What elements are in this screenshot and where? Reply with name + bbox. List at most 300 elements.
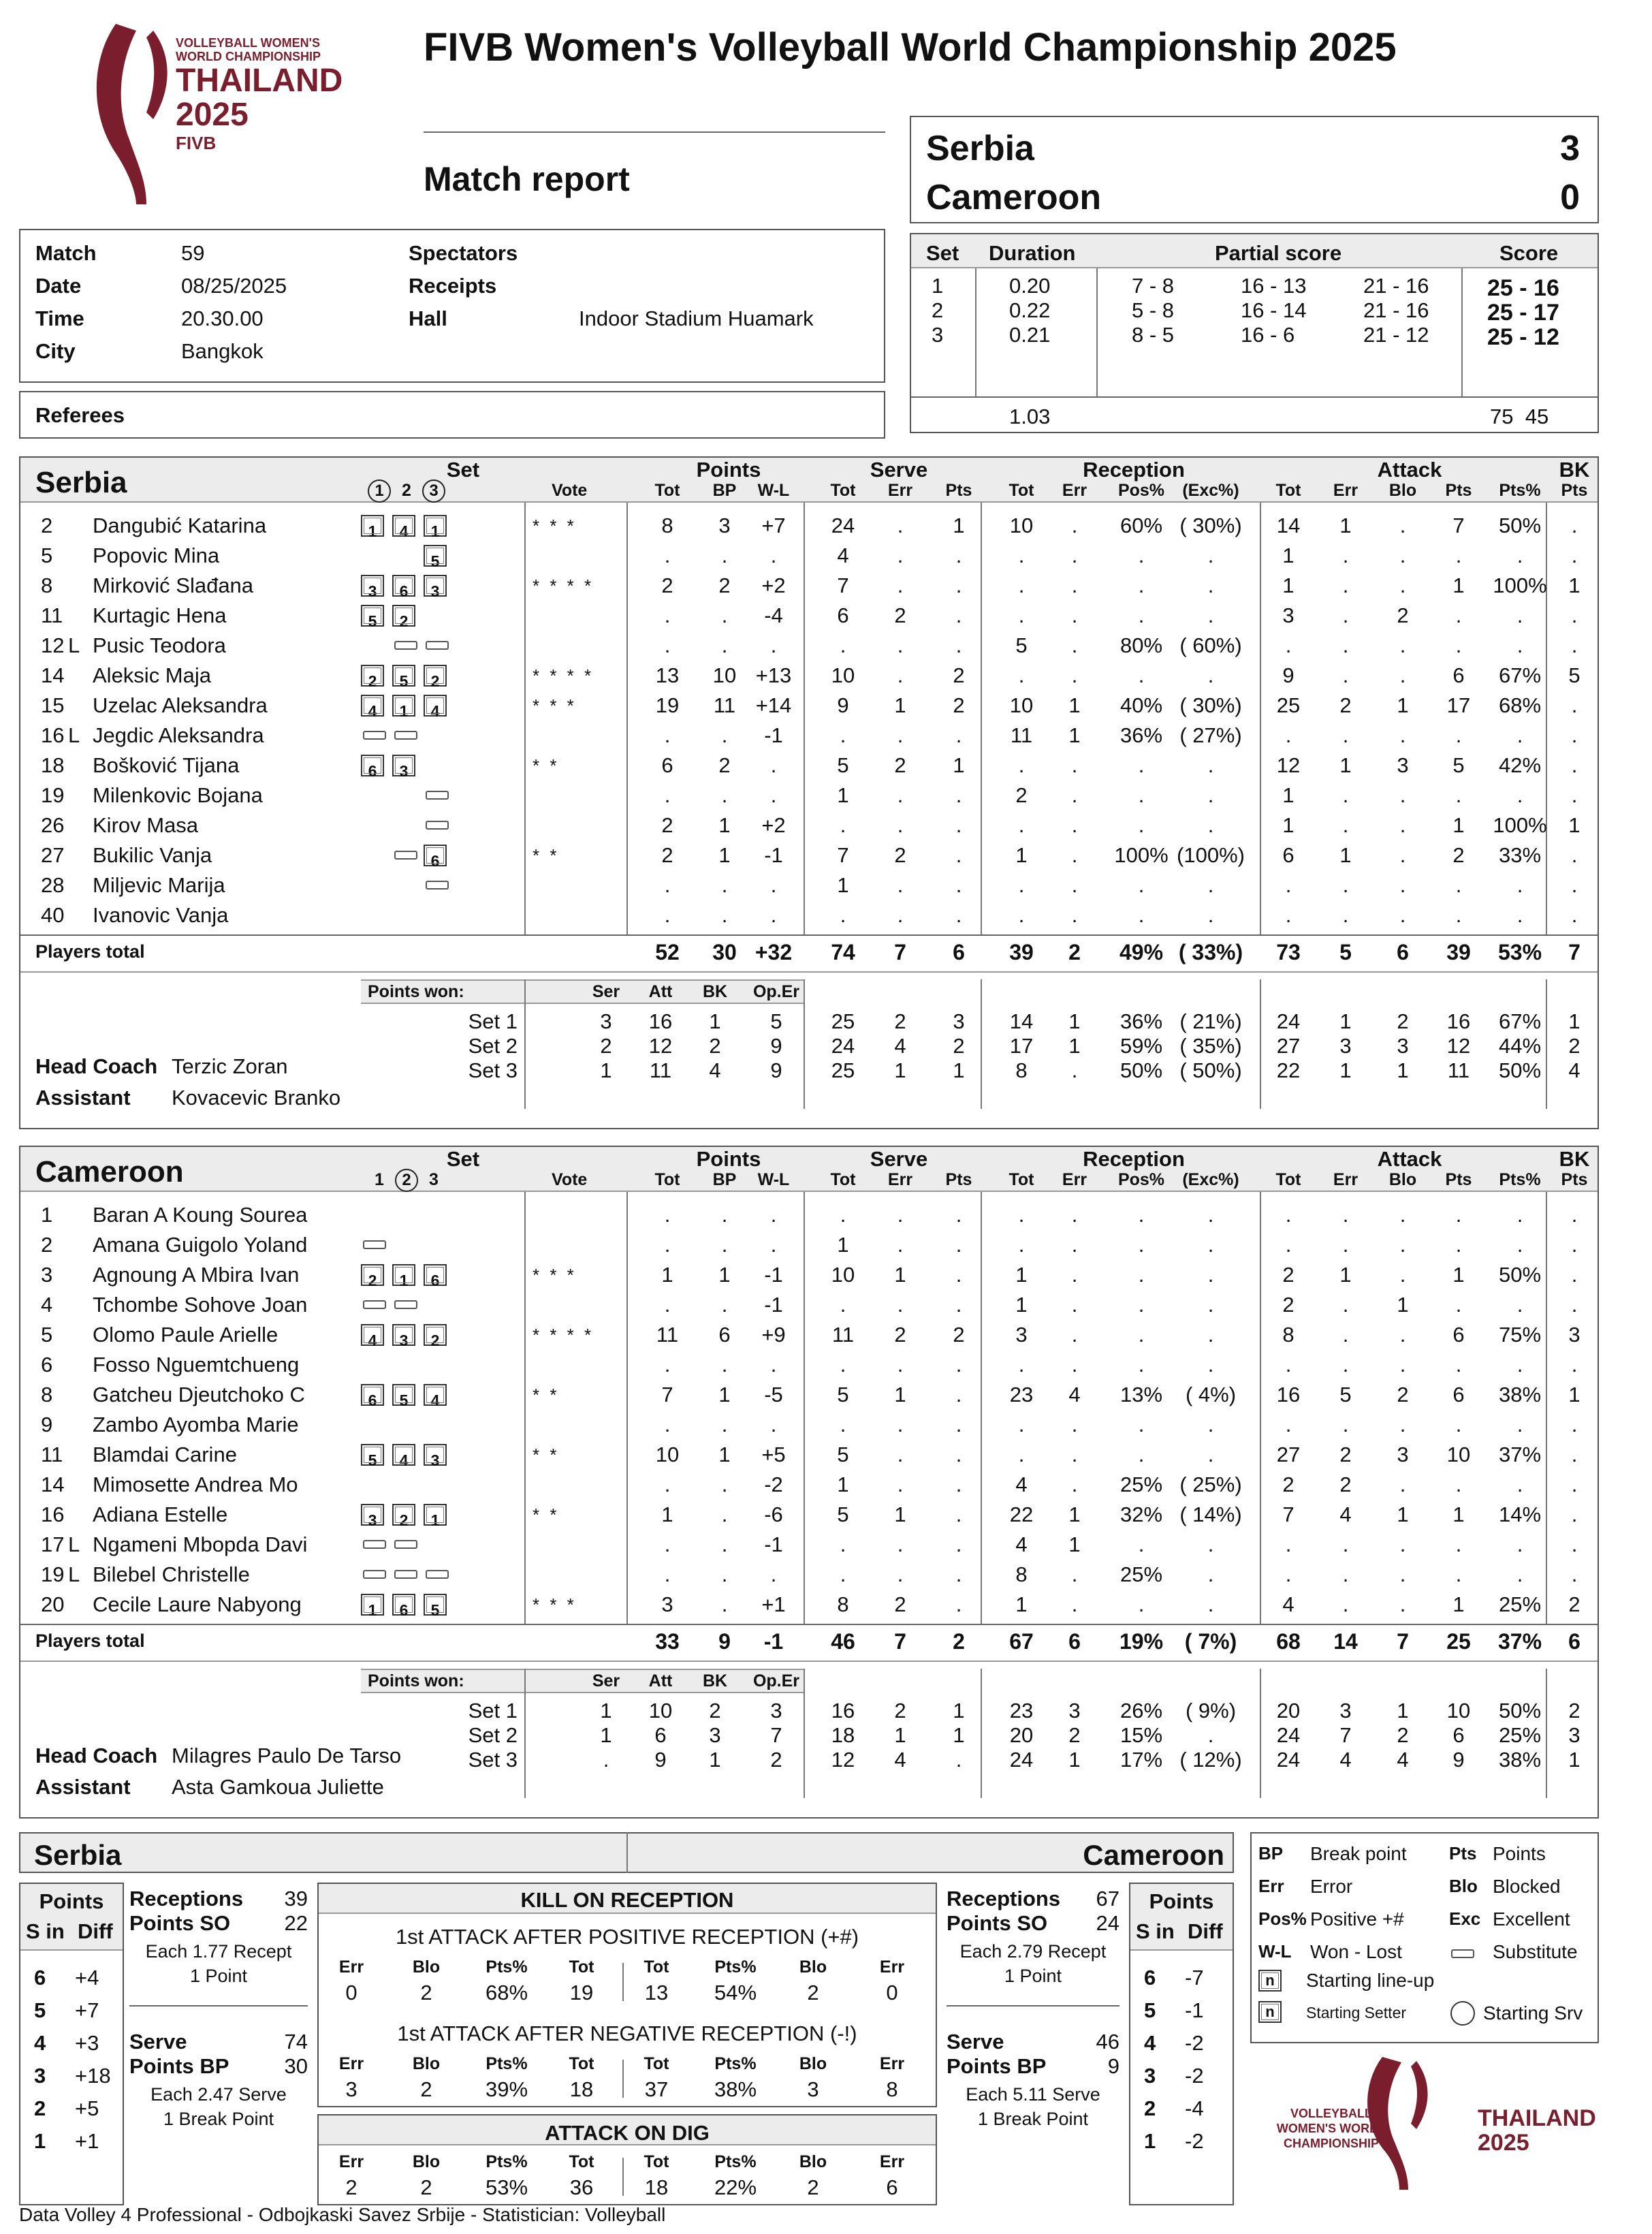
stat-r3: . (1207, 1413, 1214, 1436)
stat-r2: 25% (1119, 1562, 1163, 1586)
legend-abbr: Blo (1449, 1876, 1478, 1896)
summary-home-team: Serbia (34, 1839, 122, 1871)
pw-header: Att (648, 982, 673, 1001)
stat-a0: 6 (1282, 843, 1294, 867)
set-r3: . (1207, 1723, 1214, 1747)
set-a1: 1 (1339, 1058, 1352, 1082)
legend-desc: Substitute (1493, 1941, 1578, 1962)
rotation-diff: +5 (75, 2096, 99, 2120)
stat-p2: . (770, 1233, 777, 1257)
stat-a4: . (1516, 1532, 1523, 1556)
stat-p1: 1 (718, 843, 731, 867)
head-coach: Milagres Paulo De Tarso (172, 1744, 402, 1767)
stat-p2: . (770, 633, 777, 657)
stat-bk: . (1571, 903, 1578, 927)
stat-r1: . (1071, 1413, 1078, 1436)
stat-a0: 25 (1276, 693, 1301, 717)
player-number: 15 (41, 693, 65, 717)
player-number: 19 (41, 783, 65, 807)
kill-value: 2 (345, 2175, 358, 2199)
set-position: 3 (361, 1504, 384, 1526)
player-vote: * * (533, 1385, 560, 1405)
pw-value: 1 (600, 1058, 612, 1082)
set-r1: 2 (1068, 1723, 1081, 1747)
away-points-bp: 9 (1107, 2054, 1119, 2078)
player-name: Kirov Masa (93, 813, 199, 837)
set-num-2: 2 (395, 1169, 418, 1192)
stat-p2: -1 (764, 1293, 783, 1317)
set-s1: 4 (894, 1034, 906, 1058)
player-row (20, 1560, 1598, 1590)
stat-r3: . (1207, 1263, 1214, 1287)
away-diff: Diff (1188, 1919, 1223, 1943)
pw-value: 2 (709, 1034, 721, 1058)
set-a1: 7 (1339, 1723, 1352, 1747)
stat-s0: 5 (837, 1503, 849, 1526)
stat-p1: . (721, 903, 728, 927)
stat-p1: 1 (718, 1443, 731, 1466)
stat-a1: . (1342, 663, 1349, 687)
player-vote: * * (533, 845, 560, 866)
stat-r1: . (1071, 903, 1078, 927)
points-header: Points (696, 458, 761, 482)
total-duration: 1.03 (1009, 405, 1051, 428)
stat-r3: . (1207, 753, 1214, 777)
player-row (20, 601, 1598, 631)
stat-r0: 8 (1015, 1562, 1028, 1586)
logo-fivb: FIVB (176, 133, 217, 153)
player-number: 26 (41, 813, 65, 837)
set-bk: 2 (1568, 1699, 1580, 1722)
player-name: Kurtagic Hena (93, 603, 227, 627)
set-score: 25 - 12 (1487, 324, 1559, 350)
stat-p2: . (770, 1562, 777, 1586)
stat-s2: . (955, 1532, 962, 1556)
stat-a3: 6 (1452, 1323, 1465, 1347)
player-name: Zambo Ayomba Marie (93, 1413, 299, 1436)
home-one-bp: 1 Break Point (163, 2109, 274, 2129)
attack-header: Attack (1377, 458, 1442, 482)
stat-p1: 1 (718, 1263, 731, 1287)
set-row-label: Set 3 (468, 1748, 518, 1772)
legend-starting: Starting line-up (1306, 1970, 1435, 1991)
set-num-1: 1 (368, 479, 391, 503)
stat-r1: 1 (1068, 693, 1081, 717)
away-sets-won: 0 (1560, 178, 1580, 217)
stat-a4: 68% (1498, 693, 1542, 717)
total-p0: 33 (655, 1629, 680, 1654)
col-pts: Pts (1445, 481, 1472, 500)
player-row (20, 661, 1598, 691)
stat-bk: . (1571, 1293, 1578, 1317)
stat-p1: . (721, 1532, 728, 1556)
team-block-cameroon (19, 1146, 1599, 1819)
spectators-label: Spectators (409, 241, 518, 265)
col-wl: W-L (757, 1170, 790, 1189)
stat-r2: . (1138, 1413, 1145, 1436)
pw-header: Att (648, 1671, 673, 1690)
totals-divider (20, 934, 1598, 936)
stat-p0: . (664, 1562, 671, 1586)
player-vote: * * * * (533, 1325, 594, 1345)
set-a0: 24 (1276, 1748, 1301, 1772)
stat-p0: . (664, 783, 671, 807)
stat-bk: . (1571, 873, 1578, 897)
stat-p2: -2 (764, 1473, 783, 1496)
player-number: 9 (41, 1413, 53, 1436)
stat-r1: . (1071, 514, 1078, 537)
stat-s2: . (955, 1503, 962, 1526)
set-position: 4 (361, 695, 384, 717)
total-a0: 68 (1276, 1629, 1301, 1654)
stat-s0: . (840, 1203, 846, 1227)
stat-r2: . (1138, 663, 1145, 687)
totals-bottom-line (20, 971, 1598, 973)
stat-a4: . (1516, 723, 1523, 747)
set-r0: 20 (1009, 1723, 1034, 1747)
pw-value: 3 (600, 1009, 612, 1033)
stat-a1: 1 (1339, 514, 1352, 537)
stat-r1: . (1071, 663, 1078, 687)
stat-r3: . (1207, 1233, 1214, 1257)
stat-bk: . (1571, 1353, 1578, 1376)
stat-s2: . (955, 1233, 962, 1257)
stat-r1: . (1071, 1443, 1078, 1466)
substitute-icon (426, 641, 449, 650)
set-a0: 27 (1276, 1034, 1301, 1058)
stat-s0: . (840, 813, 846, 837)
player-row (20, 1380, 1598, 1410)
set-number: 1 (932, 274, 944, 298)
set-position: 1 (361, 1594, 384, 1616)
set-bk: 2 (1568, 1034, 1580, 1058)
set-a2: 2 (1397, 1723, 1409, 1747)
total-r2: 49% (1119, 940, 1164, 964)
kill-header: Tot (569, 2054, 594, 2073)
stat-a1: . (1342, 903, 1349, 927)
player-row (20, 1470, 1598, 1500)
kill-header: Tot (569, 2152, 594, 2171)
set-number: 3 (932, 323, 944, 347)
set-score: 25 - 17 (1487, 300, 1559, 326)
stat-r3: . (1207, 573, 1214, 597)
stat-a4: . (1516, 1413, 1523, 1436)
match-number: 59 (181, 241, 205, 265)
stat-s0: . (840, 1353, 846, 1376)
stat-a0: 12 (1276, 753, 1301, 777)
home-one-point: 1 Point (189, 1966, 248, 1986)
rotation-diff: -4 (1185, 2096, 1204, 2120)
total-a0: 73 (1276, 940, 1301, 964)
rotation-number: 6 (34, 1966, 46, 1989)
kill-header: Pts% (486, 1957, 528, 1977)
col-exc: (Exc%) (1182, 481, 1239, 500)
stat-p0: . (664, 633, 671, 657)
kill-header: Pts% (714, 1957, 757, 1977)
match-time: 20.30.00 (181, 306, 264, 330)
stat-bk: . (1571, 843, 1578, 867)
stat-r2: . (1138, 573, 1145, 597)
stat-r0: 2 (1015, 783, 1028, 807)
stat-p2: +1 (761, 1592, 786, 1616)
home-sets-won: 3 (1560, 129, 1580, 168)
player-name: Blamdai Carine (93, 1443, 237, 1466)
kill-value: 13 (644, 1981, 669, 2004)
player-number: 5 (41, 1323, 53, 1347)
away-points-so-label: Points SO (947, 1911, 1048, 1935)
totals-bottom-line (20, 1661, 1598, 1662)
vote-header: Vote (552, 1170, 588, 1189)
total-bk: 6 (1568, 1629, 1580, 1654)
set-a2: 1 (1397, 1699, 1409, 1722)
player-row (20, 1350, 1598, 1380)
stat-s1: 1 (894, 1383, 906, 1406)
stat-a1: . (1342, 1413, 1349, 1436)
stat-a1: . (1342, 603, 1349, 627)
player-number: 5 (41, 544, 53, 567)
player-row (20, 870, 1598, 900)
kill-value: 19 (569, 1981, 594, 2004)
stat-a3: 1 (1452, 813, 1465, 837)
serve-header: Serve (870, 458, 928, 482)
stat-a3: 10 (1446, 1443, 1471, 1466)
col-tot: Tot (1008, 1170, 1034, 1189)
stat-r1: . (1071, 1203, 1078, 1227)
player-name: Bošković Tijana (93, 753, 240, 777)
set-position: 6 (361, 1384, 384, 1406)
player-row (20, 631, 1598, 661)
stat-s1: . (897, 514, 904, 537)
stat-r2: . (1138, 873, 1145, 897)
stat-a1: 2 (1339, 1443, 1352, 1466)
stat-r2: 32% (1119, 1503, 1163, 1526)
stat-s2: . (955, 843, 962, 867)
stat-s1: . (897, 1562, 904, 1586)
col-tot: Tot (1008, 481, 1034, 500)
stat-s0: . (840, 1562, 846, 1586)
stat-r3: ( 4%) (1185, 1383, 1237, 1406)
set-a3: 16 (1446, 1009, 1471, 1033)
total-r0: 67 (1009, 1629, 1034, 1654)
match-city: Bangkok (181, 339, 264, 363)
player-number: 17 (41, 1532, 65, 1556)
set-r2: 26% (1119, 1699, 1163, 1722)
stat-a0: . (1285, 1532, 1292, 1556)
player-name: Mirković Slađana (93, 573, 254, 597)
stat-r0: . (1018, 1203, 1025, 1227)
set-number: 2 (932, 298, 944, 322)
stat-a2: . (1399, 1592, 1406, 1616)
stat-s2: . (955, 1473, 962, 1496)
col-err: Err (1062, 1170, 1087, 1189)
away-one-bp: 1 Break Point (977, 2109, 1089, 2129)
column-divider (524, 979, 526, 1109)
stat-s1: 2 (894, 1592, 906, 1616)
stat-a2: 3 (1397, 1443, 1409, 1466)
substitute-icon (363, 1540, 386, 1549)
stat-s0: 7 (837, 573, 849, 597)
total-a2: 7 (1397, 1629, 1409, 1654)
col-err: Err (887, 481, 913, 500)
pw-value: 3 (709, 1723, 721, 1747)
stat-r1: 4 (1068, 1383, 1081, 1406)
rotation-diff: +1 (75, 2129, 99, 2153)
stat-s1: . (897, 723, 904, 747)
set-s2: 1 (953, 1058, 965, 1082)
player-row (20, 571, 1598, 601)
stat-a4: . (1516, 873, 1523, 897)
kill-value: 2 (807, 2175, 819, 2199)
pos-attack-title: 1st ATTACK AFTER POSITIVE RECEPTION (+#) (395, 1925, 859, 1949)
set-r1: 3 (1068, 1699, 1081, 1722)
total-p1: 30 (712, 940, 737, 964)
stat-a0: 7 (1282, 1503, 1294, 1526)
kill-value: 53% (485, 2175, 528, 2199)
set-r2: 50% (1119, 1058, 1163, 1082)
kill-header: Pts% (714, 2054, 757, 2073)
player-number: 16 (41, 723, 65, 747)
kill-value: 3 (807, 2077, 819, 2101)
stat-s0: . (840, 1293, 846, 1317)
stat-s1: . (897, 873, 904, 897)
stat-s2: . (955, 1413, 962, 1436)
set-duration: 0.20 (1009, 274, 1051, 298)
stat-r2: . (1138, 1293, 1145, 1317)
stat-r3: ( 14%) (1179, 1503, 1242, 1526)
kill-value: 2 (420, 2175, 432, 2199)
stat-p2: . (770, 783, 777, 807)
stat-a0: 16 (1276, 1383, 1301, 1406)
stat-s0: 7 (837, 843, 849, 867)
stat-r2: . (1138, 783, 1145, 807)
stat-s2: . (955, 1383, 962, 1406)
stat-r0: . (1018, 1443, 1025, 1466)
points-header: Points (696, 1147, 761, 1171)
home-each-serve: Each 2.47 Serve (150, 2084, 287, 2105)
stat-r0: 11 (1010, 723, 1033, 747)
set-position: 5 (424, 545, 447, 567)
stat-s1: . (897, 1203, 904, 1227)
stat-s1: 1 (894, 1503, 906, 1526)
player-role: L (68, 723, 80, 747)
substitute-symbol (1451, 1949, 1474, 1958)
home-points-bp: 30 (284, 2054, 308, 2078)
kill-value: 36 (569, 2175, 594, 2199)
stat-a0: 2 (1282, 1473, 1294, 1496)
set-numbers (368, 479, 449, 503)
player-name: Milenkovic Bojana (93, 783, 263, 807)
stat-a4: 38% (1498, 1383, 1542, 1406)
pw-header: BK (702, 1671, 728, 1690)
substitute-icon (363, 1570, 386, 1579)
legend-setter: Starting Setter (1306, 2004, 1407, 2021)
set-r2: 17% (1119, 1748, 1163, 1772)
set-r2: 59% (1119, 1034, 1163, 1058)
stat-a0: . (1285, 1413, 1292, 1436)
col-blo: Blo (1388, 481, 1417, 500)
stat-a4: 67% (1498, 663, 1542, 687)
kill-header: Tot (569, 1957, 594, 1977)
stat-a0: . (1285, 873, 1292, 897)
stat-s2: . (955, 1263, 962, 1287)
vote-header: Vote (552, 481, 588, 500)
stat-a4: 37% (1498, 1443, 1542, 1466)
set-position: 1 (424, 1504, 447, 1526)
kill-value: 68% (485, 1981, 528, 2004)
stat-r3: . (1207, 1203, 1214, 1227)
stat-p1: . (721, 544, 728, 567)
stat-r0: 1 (1015, 1592, 1028, 1616)
legend-box (1250, 1832, 1599, 2043)
stat-a4: 14% (1498, 1503, 1542, 1526)
stat-r0: . (1018, 903, 1025, 927)
match-date: 08/25/2025 (181, 274, 287, 298)
set-bk: 1 (1568, 1748, 1580, 1772)
home-points-so-label: Points SO (129, 1911, 231, 1935)
substitute-icon (394, 731, 417, 740)
stat-s2: . (955, 903, 962, 927)
col-bk-pts: Pts (1561, 481, 1588, 500)
rotation-number: 3 (1144, 2064, 1156, 2088)
pw-value: 1 (600, 1723, 612, 1747)
stat-a1: . (1342, 544, 1349, 567)
pw-value: 3 (770, 1699, 782, 1722)
pw-value: 2 (600, 1034, 612, 1058)
home-receptions: 39 (284, 1887, 308, 1910)
stat-p1: . (721, 1562, 728, 1586)
substitute-icon (363, 1300, 386, 1309)
stat-r2: . (1138, 1203, 1145, 1227)
pw-value: 10 (648, 1699, 673, 1722)
stat-r2: . (1138, 544, 1145, 567)
away-serve: 46 (1096, 2030, 1119, 2054)
stat-a2: . (1399, 1263, 1406, 1287)
head-coach-label: Head Coach (35, 1744, 158, 1767)
substitute-icon (363, 731, 386, 740)
stat-r3: . (1207, 783, 1214, 807)
set-bk: 3 (1568, 1723, 1580, 1747)
total-r1: 2 (1068, 940, 1081, 964)
starting-setter-symbol: n (1258, 2001, 1282, 2023)
stat-a2: . (1399, 873, 1406, 897)
stat-s0: . (840, 1413, 846, 1436)
kill-header: Blo (799, 2054, 827, 2073)
player-role: L (68, 1562, 80, 1586)
bottom-logo-line1: VOLLEYBALL (1290, 2107, 1372, 2120)
team-block-serbia (19, 456, 1599, 1129)
rotation-diff: -2 (1185, 2064, 1204, 2088)
summary-section (19, 1832, 1234, 2214)
stat-p0: . (664, 1293, 671, 1317)
player-number: 28 (41, 873, 65, 897)
total-r0: 39 (1009, 940, 1034, 964)
player-name: Olomo Paule Arielle (93, 1323, 279, 1347)
substitute-icon (394, 1300, 417, 1309)
stat-r1: . (1071, 783, 1078, 807)
stat-r1: 1 (1068, 1532, 1081, 1556)
kill-header: Err (338, 1957, 364, 1977)
stat-r2: 100% (1114, 843, 1169, 867)
sets-col-duration: Duration (989, 241, 1076, 265)
player-row (20, 691, 1598, 721)
kill-value: 39% (485, 2077, 528, 2101)
stat-a3: . (1455, 1532, 1462, 1556)
stat-p1: . (721, 1353, 728, 1376)
serve-header: Serve (870, 1147, 928, 1171)
stat-a4: 75% (1498, 1323, 1542, 1347)
kill-divider (622, 2060, 624, 2098)
stat-a1: . (1342, 1353, 1349, 1376)
